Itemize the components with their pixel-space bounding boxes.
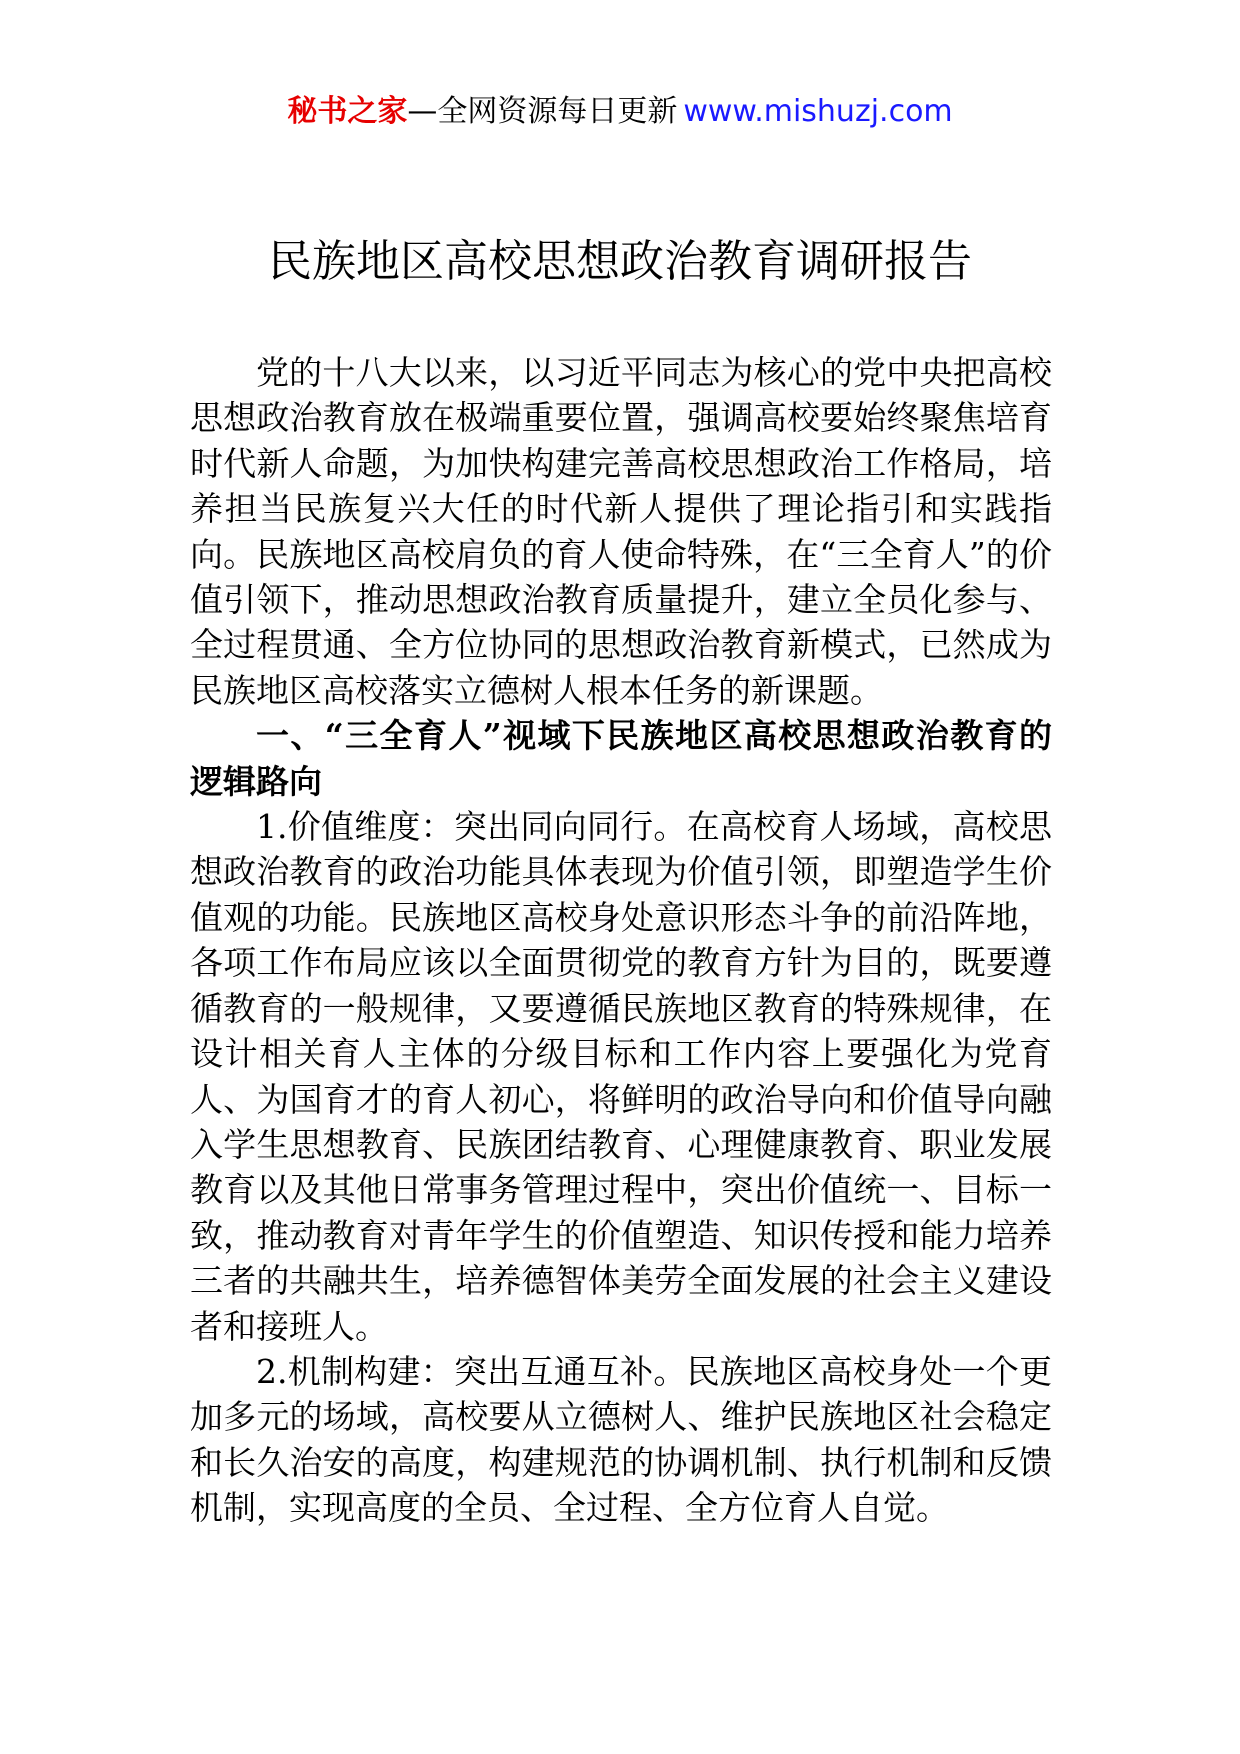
header-tagline: —全网资源每日更新 bbox=[407, 94, 678, 129]
intro-paragraph: 党的十八大以来，以习近平同志为核心的党中央把高校思想政治教育放在极端重要位置，强调高校要始终聚焦培育时代新人命题，为加快构建完善高校思想政治工作格局，培养担当民族复兴大任的时代新人提供了理论指引和实践指向。民族地区高校肩负的育人使命特殊，在“三全育人”的价值引领下，推动思想政治教育质量提升，建立全员化参与、全过程贯通、全方位协同的思想政治教育新模式，已然成为民族地区高校落实立德树人根本任务的新课题。 bbox=[190, 353, 1052, 710]
section-heading: 一、“三全育人”视域下民族地区高校思想政治教育的逻辑路向 bbox=[190, 716, 1052, 801]
paragraph-mechanism: 2.机制构建：突出互通互补。民族地区高校身处一个更加多元的场域，高校要从立德树人、维护民族地区社会稳定和长久治安的高度，构建规范的协调机制、执行机制和反馈机制，实现高度的全员、全过程、全方位育人自觉。 bbox=[190, 1351, 1052, 1528]
paragraph-value-dimension: 1.价值维度：突出同向同行。在高校育人场域，高校思想政治教育的政治功能具体表现为价值引领，即塑造学生价值观的功能。民族地区高校身处意识形态斗争的前沿阵地，各项工作布局应该以全面贯彻党的教育方针为目的，既要遵循教育的一般规律，又要遵循民族地区教育的特殊规律，在设计相关育人主体的分级目标和工作内容上要强化为党育人、为国育才的育人初心，将鲜明的政治导向和价值导向融入学生思想教育、民族团结教育、心理健康教育、职业发展教育以及其他日常事务管理过程中，突出价值统一、目标一致，推动教育对青年学生的价值塑造、知识传授和能力培养三者的共融共生，培养德智体美劳全面发展的社会主义建设者和接班人。 bbox=[190, 807, 1052, 1346]
site-url-link[interactable]: www.mishuzj.com bbox=[683, 94, 953, 129]
page-header bbox=[0, 92, 1240, 132]
document-title: 民族地区高校思想政治教育调研报告 bbox=[268, 236, 972, 287]
brand-name: 秘书之家 bbox=[287, 94, 408, 129]
document-body bbox=[190, 350, 1052, 1531]
